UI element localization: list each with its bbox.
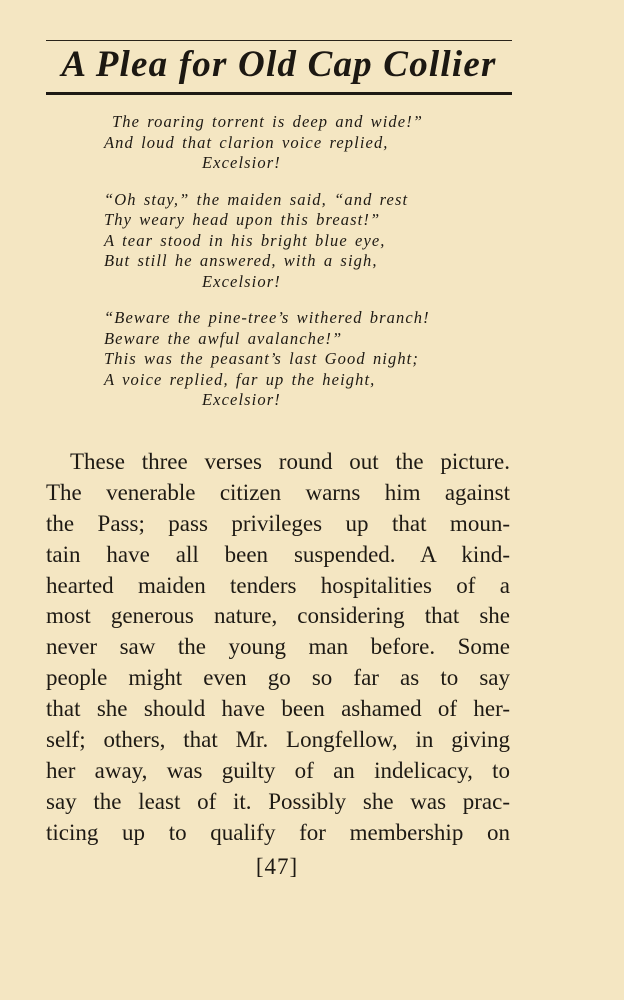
body-line: say the least of it. Possibly she was prac- <box>46 788 510 814</box>
body-line: hearted maiden tenders hospitalities of a <box>46 572 510 598</box>
header-bottom-rule <box>46 92 512 95</box>
poem-line: But still he answered, with a sigh, <box>104 251 378 270</box>
body-line: her away, was guilty of an indelicacy, to <box>46 757 510 783</box>
body-line: people might even go so far as to say <box>46 665 510 691</box>
body-paragraph <box>46 447 510 849</box>
page-title: A Plea for Old Cap Collier <box>61 44 497 85</box>
header-top-rule <box>46 40 512 41</box>
body-line: self; others, that Mr. Longfellow, in giving <box>46 727 510 753</box>
body-line: These three verses round out the picture. <box>70 449 510 474</box>
poem-stanza <box>104 190 504 293</box>
poem-line: And loud that clarion voice replied, <box>104 132 389 152</box>
poem-line: Beware the awful avalanche!” <box>104 328 343 348</box>
page-number: [47] <box>255 854 299 879</box>
poem-stanza <box>104 308 504 411</box>
body-line: ticing up to qualify for membership on <box>46 819 510 845</box>
poem-line: Thy weary head upon this breast!” <box>104 210 381 229</box>
body-line: The venerable citizen warns him against <box>46 479 510 505</box>
poem-refrain: Excelsior! <box>202 390 281 409</box>
body-line: tain have all been suspended. A kind- <box>46 541 510 567</box>
poem-line: A voice replied, far up the height, <box>104 369 376 389</box>
running-header <box>46 40 512 90</box>
body-line: most generous nature, considering that she <box>46 603 510 629</box>
poem-line: “Oh stay,” the maiden said, “and rest <box>104 189 409 209</box>
poem-quotation <box>104 112 504 427</box>
body-line: the Pass; pass privileges up that moun- <box>46 510 510 536</box>
body-line: that she should have been ashamed of her- <box>46 696 510 722</box>
poem-refrain: Excelsior! <box>202 153 281 172</box>
poem-refrain: Excelsior! <box>202 271 281 291</box>
body-line: never saw the young man before. Some <box>46 634 510 660</box>
poem-line: A tear stood in his bright blue eye, <box>104 230 386 250</box>
poem-line: This was the peasant’s last Good night; <box>104 349 419 368</box>
poem-line: “Beware the pine-tree’s withered branch! <box>104 308 430 327</box>
poem-stanza <box>104 112 504 174</box>
poem-line: The roaring torrent is deep and wide!” <box>112 112 424 131</box>
